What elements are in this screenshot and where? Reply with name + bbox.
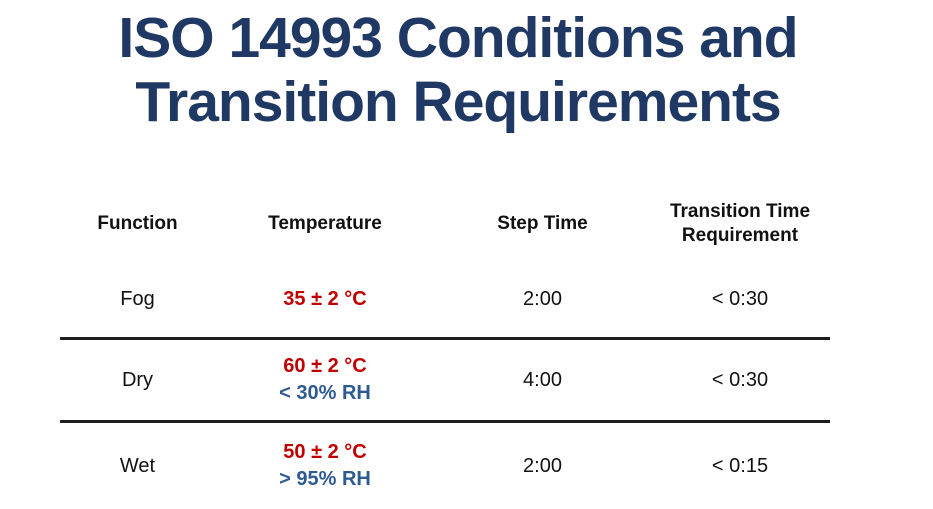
- column-header-step-time: Step Time: [497, 212, 588, 234]
- temperature-value: 60 ± 2 °C: [283, 355, 367, 377]
- function-cell: Dry: [121, 368, 154, 391]
- humidity-value: < 30% RH: [279, 382, 371, 404]
- function-cell: Wet: [119, 454, 156, 477]
- page-title-line2: Transition Requirements: [135, 70, 781, 134]
- function-cell: Fog: [120, 287, 155, 310]
- step-time-cell: 2:00: [523, 454, 562, 477]
- temperature-cell: [215, 286, 435, 313]
- transition-time-cell: < 0:30: [711, 368, 769, 391]
- conditions-table: [60, 186, 830, 509]
- table-row-fog: [60, 261, 830, 337]
- table-header-row: [60, 186, 830, 261]
- step-time-cell: 4:00: [523, 368, 562, 391]
- temperature-value: 50 ± 2 °C: [283, 441, 367, 463]
- temperature-cell: [215, 353, 435, 407]
- humidity-value: > 95% RH: [279, 468, 371, 490]
- transition-time-cell: < 0:30: [711, 287, 769, 310]
- table-row-wet: [60, 420, 830, 509]
- column-header-temperature: Temperature: [268, 212, 382, 234]
- temperature-value: 35 ± 2 °C: [283, 287, 367, 310]
- column-header-function: Function: [97, 212, 178, 234]
- page-title-line1: ISO 14993 Conditions and: [118, 6, 798, 70]
- column-header-transition-time-requirement: Transition Time Requirement: [669, 200, 811, 246]
- table-row-dry: [60, 337, 830, 420]
- step-time-cell: 2:00: [523, 287, 562, 310]
- temperature-cell: [215, 439, 435, 493]
- page-title: [8, 6, 908, 134]
- transition-time-cell: < 0:15: [711, 454, 769, 477]
